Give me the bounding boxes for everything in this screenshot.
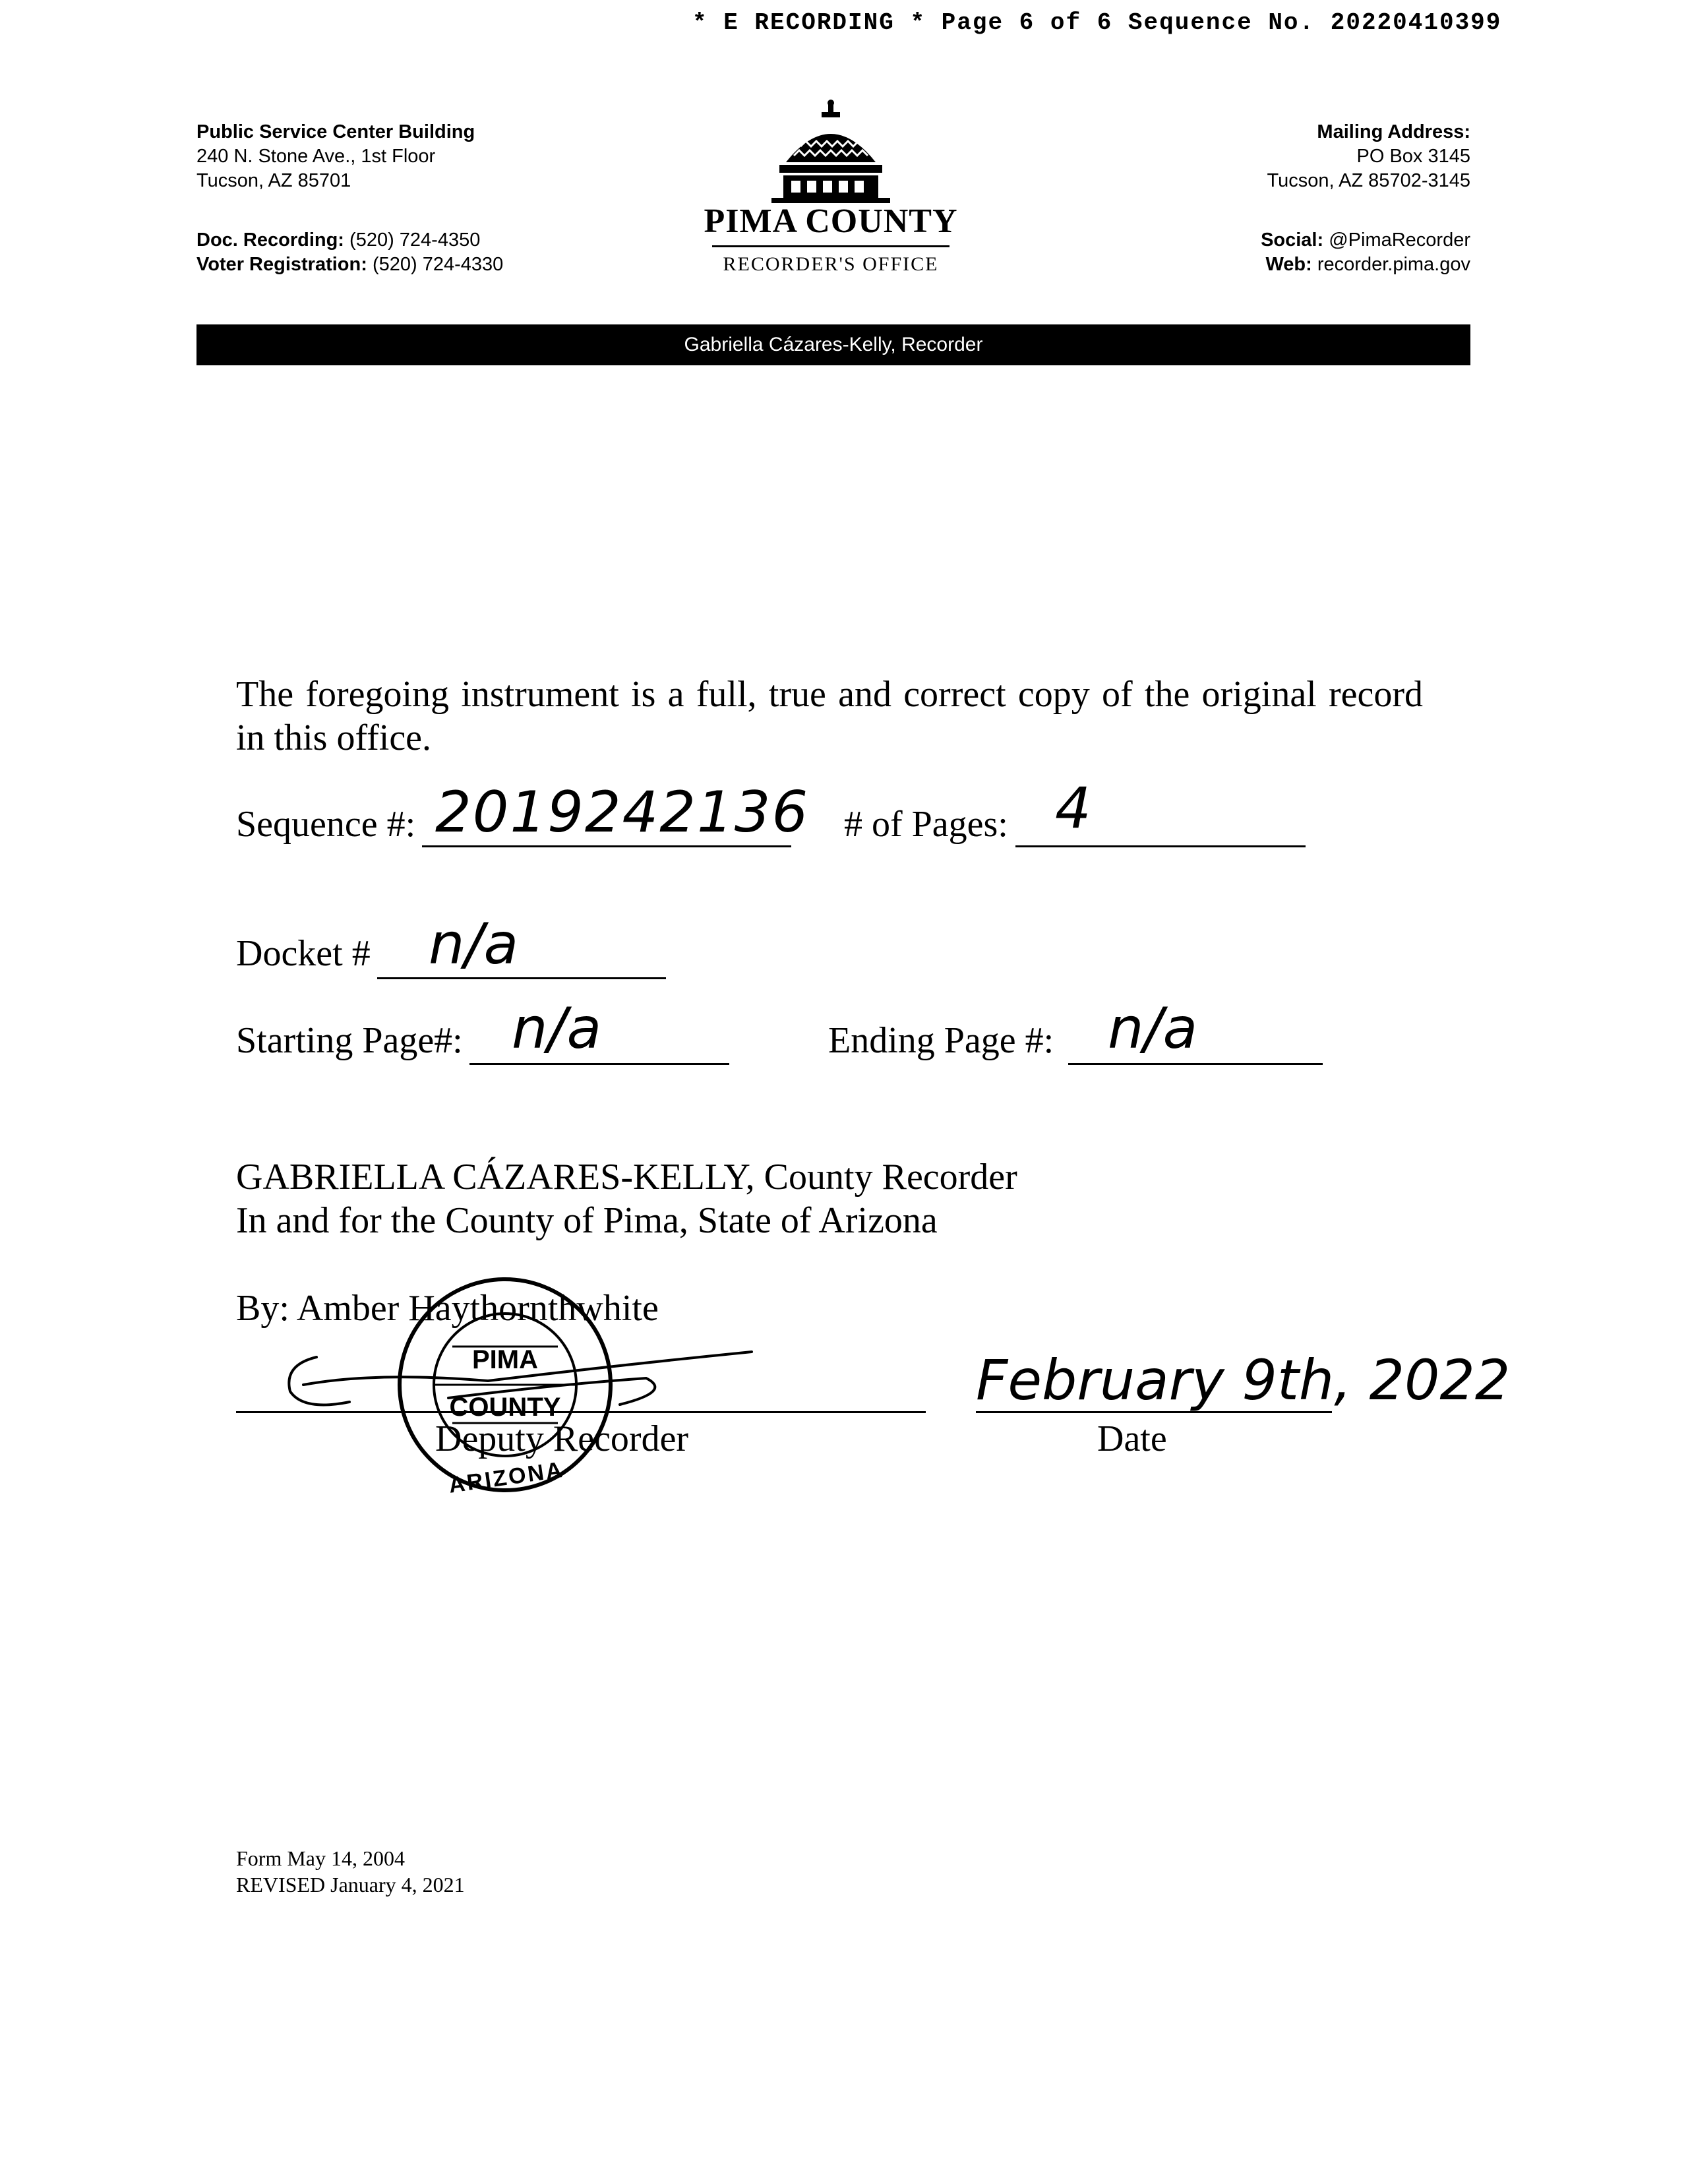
- recorder-line-1: GABRIELLA CÁZARES-KELLY, County Recorder: [236, 1157, 1017, 1198]
- seal-bottom-text: ARIZONA: [447, 1457, 566, 1498]
- seal-center-top: PIMA: [472, 1345, 538, 1374]
- date-label: Date: [1097, 1418, 1167, 1459]
- docket-underline: [377, 977, 666, 979]
- sequence-value: 2019242136: [435, 779, 810, 845]
- sequence-underline: [422, 845, 791, 847]
- deputy-recorder-label: Deputy Recorder: [435, 1418, 689, 1459]
- phone-block: [196, 228, 503, 277]
- ending-page-label: Ending Page #:: [828, 1020, 1054, 1061]
- pages-underline: [1015, 845, 1306, 847]
- social-handle: @PimaRecorder: [1329, 229, 1470, 251]
- pages-value: 4: [1055, 775, 1091, 841]
- social-label: Social:: [1261, 229, 1324, 251]
- certification-statement: The foregoing instrument is a full, true and correct copy of the original record in this office.: [236, 674, 1423, 758]
- pages-label: # of Pages:: [844, 804, 1008, 845]
- office-address-block: [196, 120, 475, 193]
- voter-registration-label: Voter Registration:: [196, 254, 367, 275]
- web-address: recorder.pima.gov: [1317, 254, 1470, 275]
- street-address: 240 N. Stone Ave., 1st Floor: [196, 146, 436, 167]
- po-box: PO Box 3145: [1356, 146, 1470, 167]
- deputy-name-line: By: Amber Haythornthwhite: [236, 1288, 659, 1329]
- mailing-address-label: Mailing Address:: [1317, 121, 1470, 142]
- recorder-line-2: In and for the County of Pima, State of Arizona: [236, 1200, 938, 1241]
- mailing-address-block: [1267, 120, 1470, 193]
- voter-registration-phone: (520) 724-4330: [372, 254, 504, 275]
- county-name: PIMA COUNTY: [704, 202, 958, 240]
- recorder-title-block: [236, 1155, 1017, 1242]
- recorder-name-bar: Gabriella Cázares-Kelly, Recorder: [196, 324, 1470, 365]
- starting-page-label: Starting Page#:: [236, 1020, 463, 1061]
- docket-label: Docket #: [236, 933, 371, 974]
- form-revised: REVISED January 4, 2021: [236, 1873, 465, 1896]
- building-name: Public Service Center Building: [196, 121, 475, 142]
- web-label: Web:: [1265, 254, 1312, 275]
- form-info: [236, 1845, 465, 1898]
- starting-page-underline: [469, 1063, 729, 1065]
- docket-value: n/a: [429, 911, 519, 977]
- contact-block: [1261, 228, 1470, 277]
- recording-stamp-line: * E RECORDING * Page 6 of 6 Sequence No. 20220410399: [692, 9, 1502, 36]
- form-date: Form May 14, 2004: [236, 1846, 405, 1870]
- seal-center-mid: COUNTY: [449, 1393, 561, 1422]
- starting-page-value: n/a: [512, 996, 602, 1062]
- office-name: RECORDER'S OFFICE: [723, 253, 939, 275]
- date-value: February 9th, 2022: [976, 1348, 1511, 1412]
- county-recorder-seal: [393, 1273, 617, 1497]
- mailing-city: Tucson, AZ 85702-3145: [1267, 170, 1470, 191]
- doc-recording-phone: (520) 724-4350: [349, 229, 481, 251]
- ending-page-underline: [1068, 1063, 1323, 1065]
- ending-page-value: n/a: [1108, 996, 1198, 1062]
- sequence-label: Sequence #:: [236, 804, 416, 845]
- city-address: Tucson, AZ 85701: [196, 170, 351, 191]
- logo-divider: [712, 245, 950, 247]
- doc-recording-label: Doc. Recording:: [196, 229, 344, 251]
